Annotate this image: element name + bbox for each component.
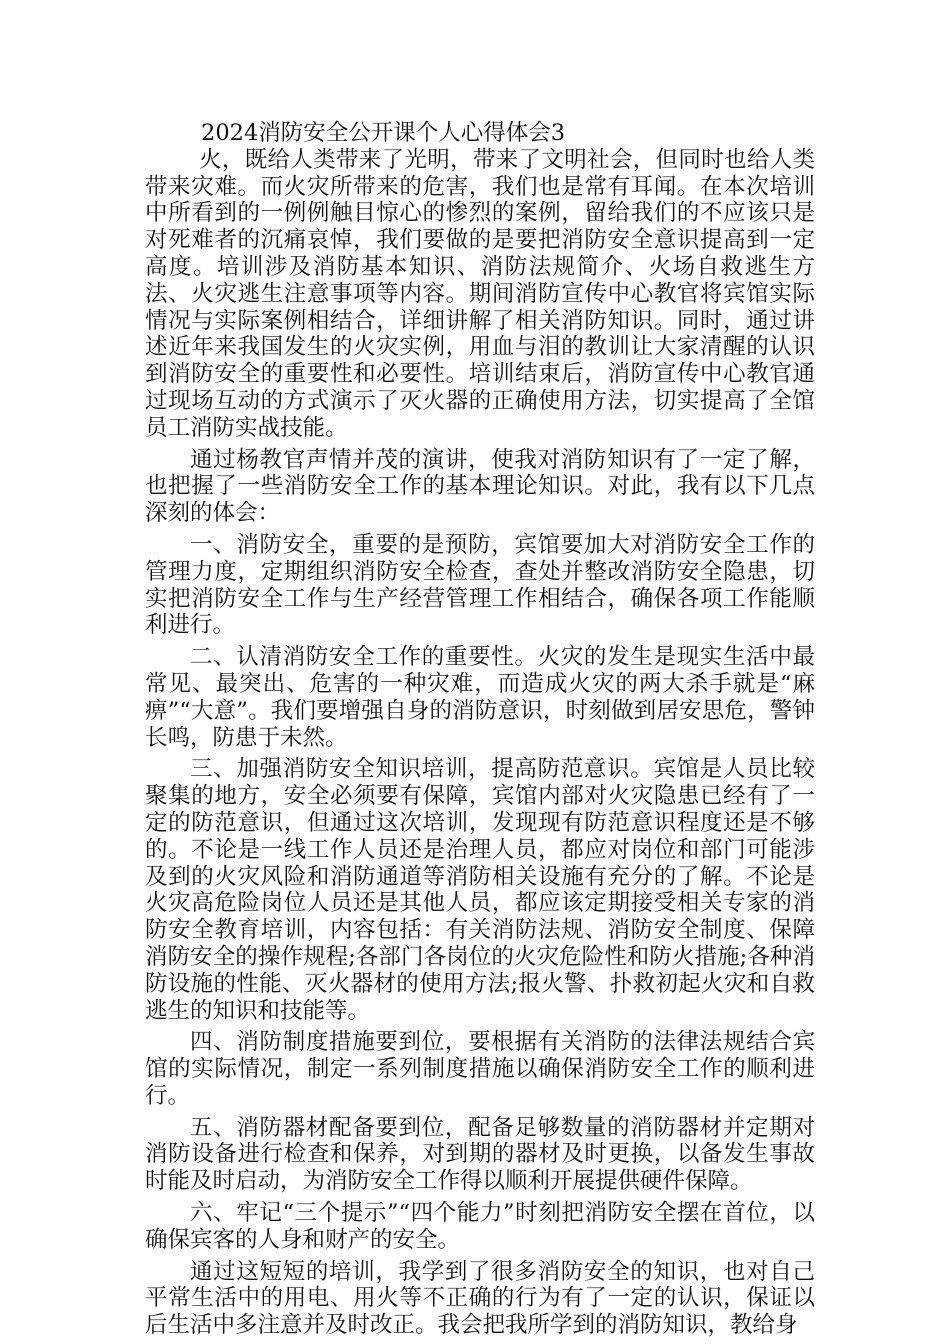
document-page [145, 120, 815, 1339]
paragraph-conclusion: 通过这短短的培训，我学到了很多消防安全的知识，也对自己平常生活中的用电、用火等不正确的行为有了一定的认识，保证以后生活中多注意并及时改正。我会把我所学到的消防知识，教给身 [145, 1258, 815, 1339]
paragraph-summary: 通过杨教官声情并茂的演讲，使我对消防知识有了一定了解，也把握了一些消防安全工作的基本理论知识。对此，我有以下几点深刻的体会： [145, 446, 815, 527]
paragraph-point-1: 一、消防安全，重要的是预防，宾馆要加大对消防安全工作的管理力度，定期组织消防安全检查，查处并整改消防安全隐患，切实把消防安全工作与生产经营管理工作相结合，确保各项工作能顺利进行。 [145, 531, 815, 639]
paragraph-point-2: 二、认清消防安全工作的重要性。火灾的发生是现实生活中最常见、最突出、危害的一种灾难，而造成火灾的两大杀手就是“麻痹”“大意”。我们要增强自身的消防意识，时刻做到居安思危，警钟长鸣，防患于未然。 [145, 644, 815, 751]
paragraph-point-6: 六、牢记“三个提示”“四个能力”时刻把消防安全摆在首位，以确保宾客的人身和财产的安全。 [145, 1200, 815, 1253]
paragraph-point-4: 四、消防制度措施要到位，要根据有关消防的法律法规结合宾馆的实际情况，制定一系列制度措施以确保消防安全工作的顺利进行。 [145, 1029, 815, 1109]
paragraph-point-3: 三、加强消防安全知识培训，提高防范意识。宾馆是人员比较聚集的地方，安全必须要有保障，宾馆内部对火灾隐患已经有了一定的防范意识，但通过这次培训，发现现有防范意识程度还是不够的。不论是一线工作人员还是治理人员，都应对岗位和部门可能涉及到的火灾风险和消防通道等消防相关设施有充分的了解。不论是火灾高危险岗位人员还是其他人员，都应该定期接受相关专家的消防安全教育培训，内容包括：有关消防法规、消防安全制度、保障消防安全的操作规程;各部门各岗位的火灾危险性和防火措施;各种消防设施的性能、灭火器材的使用方法;报火警、扑救初起火灾和自救逃生的知识和技能等。 [145, 756, 815, 1024]
paragraph-point-5: 五、消防器材配备要到位，配备足够数量的消防器材并定期对消防设备进行检查和保养，对到期的器材及时更换，以备发生事故时能及时启动，为消防安全工作得以顺利开展提供硬件保障。 [145, 1114, 815, 1195]
paragraph-intro: 火，既给人类带来了光明，带来了文明社会，但同时也给人类带来灾难。而火灾所带来的危害，我们也是常有耳闻。在本次培训中所看到的一例例触目惊心的惨烈的案例，留给我们的不应该只是对死难者的沉痛哀悼，我们要做的是要把消防安全意识提高到一定高度。培训涉及消防基本知识、消防法规简介、火场自救逃生方法、火灾逃生注意事项等内容。期间消防宣传中心教官将宾馆实际情况与实际案例相结合，详细讲解了相关消防知识。同时，通过讲述近年来我国发生的火灾实例，用血与泪的教训让大家清醒的认识到消防安全的重要性和必要性。培训结束后，消防宣传中心教官通过现场互动的方式演示了灭火器的正确使用方法，切实提高了全馆员工消防实战技能。 [145, 146, 815, 441]
document-title: 2024消防安全公开课个人心得体会3 [201, 120, 566, 146]
